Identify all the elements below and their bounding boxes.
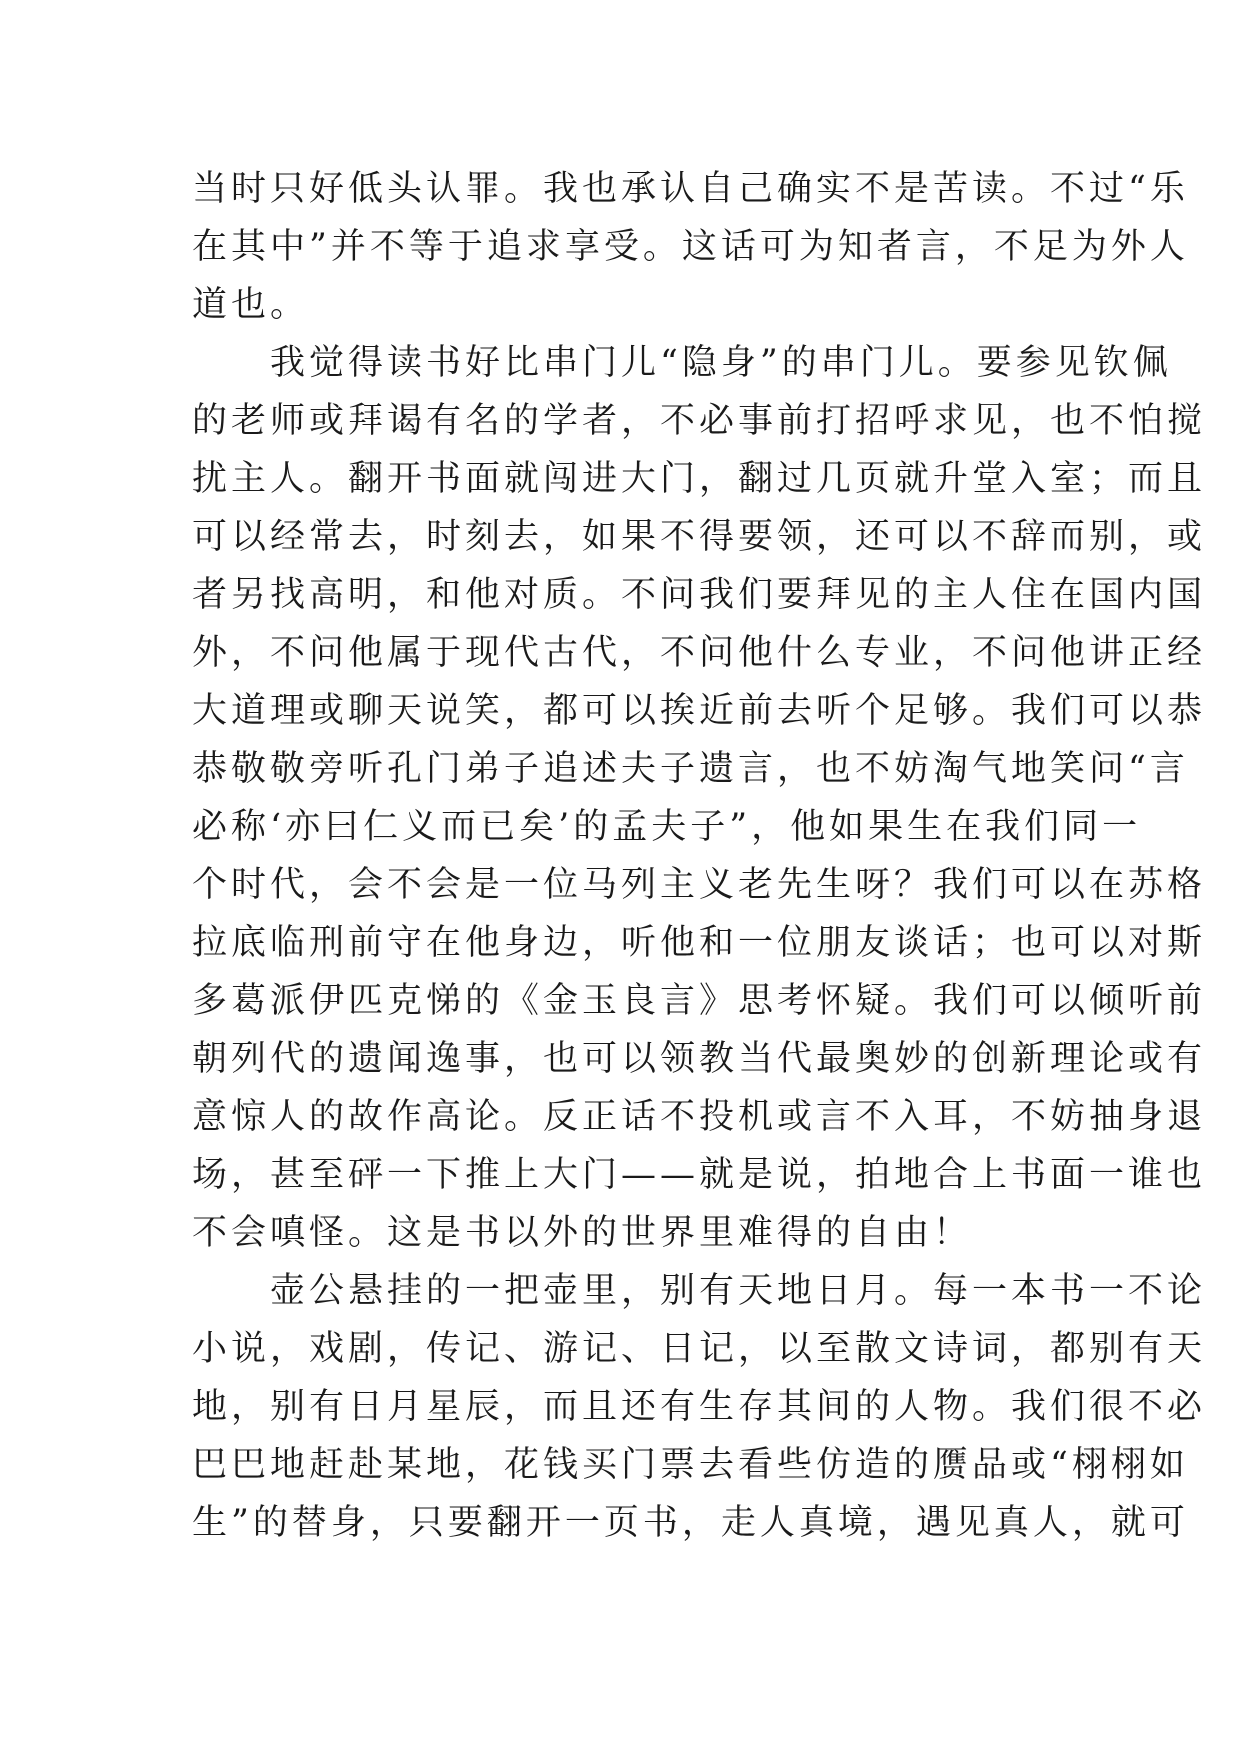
paragraph-first-line: 我觉得读书好比串门儿“隐身”的串门儿。要参见钦佩 bbox=[270, 343, 1172, 383]
text-line: 可以经常去，时刻去，如果不得要领，还可以不辞而别，或 bbox=[192, 517, 1207, 557]
text-line: 生”的替身，只要翻开一页书，走人真境，遇见真人，就可 bbox=[192, 1503, 1189, 1543]
text-line: 扰主人。翻开书面就闯进大门，翻过几页就升堂入室；而且 bbox=[192, 459, 1207, 499]
text-line: 大道理或聊天说笑，都可以挨近前去听个足够。我们可以恭 bbox=[192, 691, 1207, 731]
text-line: 个时代，会不会是一位马列主义老先生呀？我们可以在苏格 bbox=[192, 865, 1207, 905]
text-line: 者另找高明，和他对质。不问我们要拜见的主人住在国内国 bbox=[192, 575, 1207, 615]
text-line: 多葛派伊匹克悌的《金玉良言》思考怀疑。我们可以倾听前 bbox=[192, 981, 1207, 1021]
text-line: 地，别有日月星辰，而且还有生存其间的人物。我们很不必 bbox=[192, 1387, 1207, 1427]
text-line: 意惊人的故作高论。反正话不投机或言不入耳，不妨抽身退 bbox=[192, 1097, 1207, 1137]
text-line: 在其中”并不等于追求享受。这话可为知者言，不足为外人 bbox=[192, 227, 1189, 267]
text-line: 拉底临刑前守在他身边，听他和一位朋友谈话；也可以对斯 bbox=[192, 923, 1207, 963]
text-line: 不会嗔怪。这是书以外的世界里难得的自由！ bbox=[192, 1213, 973, 1253]
paragraph-first-line: 壶公悬挂的一把壶里，别有天地日月。每一本书一不论 bbox=[270, 1271, 1207, 1311]
text-line: 场，甚至砰一下推上大门——就是说，拍地合上书面一谁也 bbox=[192, 1155, 1207, 1195]
text-line: 小说，戏剧，传记、游记、日记，以至散文诗词，都别有天 bbox=[192, 1329, 1207, 1369]
text-line: 的老师或拜谒有名的学者，不必事前打招呼求见，也不怕搅 bbox=[192, 401, 1207, 441]
body-text bbox=[192, 160, 1207, 1552]
text-line: 外，不问他属于现代古代，不问他什么专业，不问他讲正经 bbox=[192, 633, 1207, 673]
text-line: 必称‘亦曰仁义而已矣’的孟夫子”，他如果生在我们同一 bbox=[192, 807, 1142, 847]
text-line: 巴巴地赶赴某地，花钱买门票去看些仿造的赝品或“栩栩如 bbox=[192, 1445, 1189, 1485]
text-line: 道也。 bbox=[192, 285, 310, 325]
text-line: 当时只好低头认罪。我也承认自己确实不是苦读。不过“乐 bbox=[192, 169, 1189, 209]
text-line: 朝列代的遗闻逸事，也可以领教当代最奥妙的创新理论或有 bbox=[192, 1039, 1207, 1079]
text-line: 恭敬敬旁听孔门弟子追述夫子遗言，也不妨淘气地笑问“言 bbox=[192, 749, 1189, 789]
